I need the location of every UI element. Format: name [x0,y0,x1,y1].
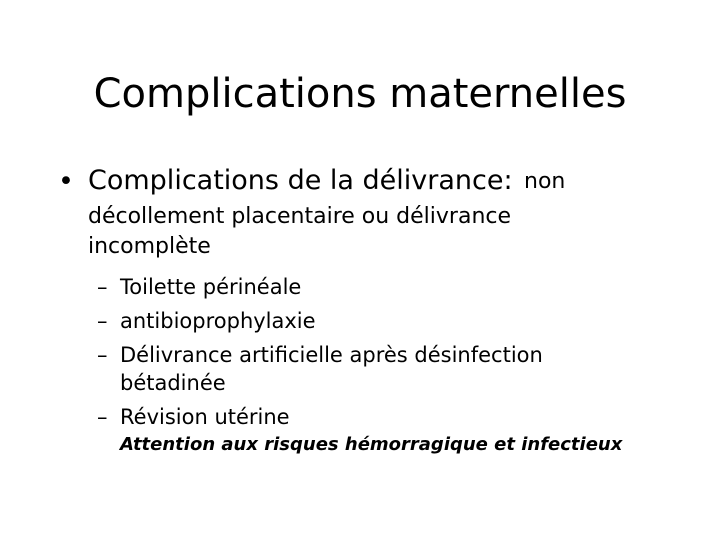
sub-item-antibioprophylaxie: antibioprophylaxie [120,309,316,333]
bullet-text-line1: Complications de la délivrance: [88,165,513,196]
sub-item-dash: – [97,405,108,429]
bullet-text-line1-tail: non [524,169,566,194]
slide-title: Complications maternelles [93,71,627,117]
sub-item-dash: – [97,343,108,367]
sub-item-toilette: Toilette périnéale [120,275,302,299]
bullet-dot: • [58,166,74,197]
bullet-text-line3: incomplète [88,234,211,259]
sub-item-dash: – [97,309,108,333]
sub-item-delivrance: Délivrance artificielle après désinfection [120,343,543,367]
sub-item-delivrance-continuation: bétadinée [120,371,226,395]
bullet-text-line2: décollement placentaire ou délivrance [88,204,512,229]
sub-item-revision: Révision utérine [120,405,290,429]
sub-item-dash: – [97,275,108,299]
attention-note: Attention aux risques hémorragique et infectieux [120,434,623,455]
